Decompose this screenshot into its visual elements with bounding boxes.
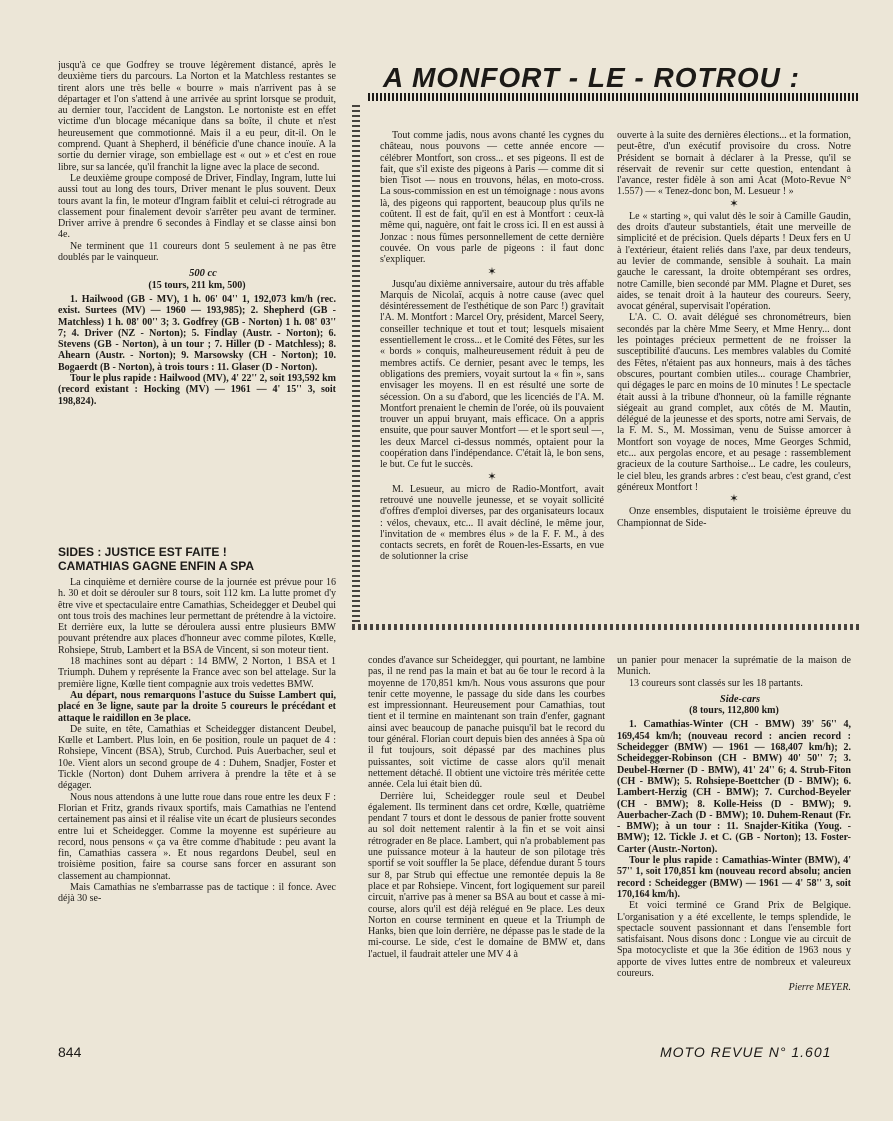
sidecar-heading: Side-cars <box>719 693 761 705</box>
paragraph: Onze ensembles, disputaient le troisième épreuve du Championnat de Side- <box>617 506 851 529</box>
column-gp-500 <box>58 60 336 585</box>
author-signature: Pierre MEYER. <box>788 982 851 994</box>
paragraph: Au départ, nous remarquons l'astuce du Suisse Lambert qui, placé en 3e ligne, saute par la droite 5 coureurs le précédant et attaque le raidillon en 3e place. <box>58 689 336 724</box>
paragraph: L'A. C. O. avait délégué ses chronométreurs, bien secondés par la chère Mme Seery, et Mme Henry... dont les pointages précieux permettent de ne froisser la susceptibilité d'aucuns. Les membres valables du Comité des Fêtes, n'étaient pas aux honneurs, mais à des tâches obscures, pourtant combien utiles... courage Chambrier, qui dégages le parc en moins de 10 minutes ! Le spectacle était aussi à la tribune d'honneur, où la famille régnante siégeait au grand complet, aux côtés de M. Mautin, délégué de la jeunesse et des sports, notre ami Servais, de la F. M. S., M. Mossiman, venu de Suisse amorcer à Montfort son voyage de noces, Mme Georges Schmid, etc... aux pergolas encore, et au pesage : rassemblement gracieux de la couture Sarthoise... Le cadre, les couleurs, le ciel bleu, les grands arbres : c'est beau, c'est grand, c'est généreux Montfort ! <box>617 312 851 493</box>
paragraph: 13 coureurs sont classés sur les 18 partants. <box>629 677 803 689</box>
magazine-issue: MOTO REVUE N° 1.601 <box>660 1044 832 1060</box>
page-number: 844 <box>58 1044 82 1060</box>
paragraph: M. Lesueur, au micro de Radio-Montfort, avait retrouvé une nouvelle jeunesse, et se voyait sollicité d'offres d'emploi diverses, par des organisateurs locaux : vélos, chevaux, etc... Il avait décliné, le même jour, l'invitation de « membres élus » de la F. F. M., à des contacts secrets, en forêt de Rouen-les-Essarts, en vue de solutionner la crise <box>380 483 604 563</box>
column-montfort-1 <box>380 130 604 570</box>
paragraph: Et voici terminé ce Grand Prix de Belgique. L'organisation y a été excellente, le temps splendide, le spectacle souvent passionnant et dans l'ensemble fort satisfaisant. Nous disons donc : Longue vie au circuit de Spa motocycliste et que la 36e édition de 1963 nous y apporte de vives luttes entre de nombreux et valeureux coureurs. <box>617 900 851 980</box>
paragraph: La cinquième et dernière course de la journée est prévue pour 16 h. 30 et doit se dérouler sur 8 tours, soit 112 km. La lutte promet d'y être vive et spectaculaire entre Camathias, Scheidegger et Deubel qui ont tous trois des machines leur permettant de prétendre à la victoire. Et derrière eux, la lutte se déroulera aussi entre plusieurs BMW pouvant prétendre aux places d'honneur avec comme pilotes, Kœlle, Rohsiepe, Strub, Lambert et la BSA de Vincent, si son moteur tient. <box>58 577 336 656</box>
frame-border-horizontal <box>352 624 862 630</box>
sidecar-results-list: 1. Camathias-Winter (CH - BMW) 39' 56'' 4, 169,454 km/h; (nouveau record : ancien record : Scheidegger (BMW) — 1961 — 168,407 km/h); 2. Scheidegger-Robinson (CH - BMW) 40' 50'' 7; 3. Deubel-Hœrner (D - BMW), 41' 24'' 6; 4. Strub-Fiton (CH - BMW); 5. Rohsiepe-Boettcher (D - BMW); 6. Lambert-Herzig (CH - BMW); 7. Curchod-Beyeler (CH - BMW); 8. Kolle-Heiss (D - BMW); 9. Auerbacher-Zach (D - BMW); 10. Duhem-Renaut (Fr. - BMW); à un tour : 11. Snajder-Kitika (Youg. - BMW); 12. Tickle J. et C. (GB - Norton); 13. Foster-Carter (Austr.-Norton). <box>617 719 851 855</box>
column-sidecar-results <box>617 655 851 1035</box>
column-montfort-2 <box>617 130 851 590</box>
star-separator-icon: ✶ <box>487 265 497 278</box>
results-500-fastest-lap: Tour le plus rapide : Hailwood (MV), 4' 22'' 2, soit 193,592 km (record existant : Hocking (MV) — 1961 — 4' 15'' 3, soit 198,824). <box>58 373 336 407</box>
title-hatch-rule <box>368 93 858 101</box>
sides-heading-1: SIDES : JUSTICE EST FAITE ! <box>58 545 227 559</box>
results-500-list: 1. Hailwood (GB - MV), 1 h. 06' 04'' 1, 192,073 km/h (rec. exist. Surtees (MV) — 1960 — 193,985); 2. Shepherd (GB - Matchless) 1 h. 08' 00'' 3; 3. Godfrey (GB - Norton) 1 h. 08' 03'' 7; 4. Driver (NZ - Norton); 5. Findlay (Austr. - Norton); 6. Stevens (GB - Norton), à un tour ; 7. Hiller (D - Matchless); 8. Ahearn (Austr. - Norton); 9. Marsowsky (CH - Norton); 10. Bogaerdt (B - Norton), à trois tours : 11. Glaser (D - Norton). <box>58 293 336 373</box>
paragraph: jusqu'à ce que Godfrey se trouve légèrement distancé, après le deuxième tiers du parcours. La Norton et la Matchless restantes se tirent alors une très belle « bourre » mais n'arrivent pas à se départager et l'on s'attend à une arrivée au sprint lorsque se produit, au dernier tour, l'accident de Langston. Le nortoniste est en effet victime d'un blocage mécanique dans sa boîte, il chute et n'est heureusement que commotionné. Mais il a eu peur, dit-il. On le comprend. Quant à Shepherd, il bénéficie d'une chance inouïe. A la sortie du dernier virage, son embiellage est « out » et c'est en roue libre, sur sa lancée, qu'il franchit la ligne avec la place de second. <box>58 60 336 173</box>
paragraph: Nous nous attendons à une lutte roue dans roue entre les deux F : Florian et Fritz, grands rivaux sportifs, mais Camathias ne l'entend certainement pas ainsi et il réalise vite un écart de plusieurs secondes entre lui et Scheidegger. Comme la moyenne est supérieure au record, nous pensons « ça va être comme d'habitude : peu avant la fin, Camathias cassera ». Et nous regardons Deubel, seul en troisième position, faire sa course sans forcer en assurant son classement au championnat. <box>58 791 336 882</box>
paragraph: Le deuxième groupe composé de Driver, Findlay, Ingram, lutte lui aussi tout au long des tours, Driver menant le plus souvent. Deux tours avant la fin, le moteur d'Ingram faiblit et celui-ci rétrograde au classement pour finalement devoir s'arrêter peu avant de terminer. Driver arrive à prendre 6 secondes à Findlay et se classe ainsi bon 4e. <box>58 172 336 241</box>
results-500-heading: 500 cc <box>189 268 217 280</box>
paragraph: condes d'avance sur Scheidegger, qui pourtant, ne lambine pas, il ne rend pas la main et bat au 6e tour le record à la moyenne de 170,851 km/h. Nous vous assurons que pour tenir cette moyenne, le passage du side dans les courbes est impressionnant. Heureusement pour Camathias, tout tient et il termine en maintenant son train d'enfer, gagnant ainsi avec beaucoup de panache puisqu'il bat le record du tour général. Florian court depuis bien des années à Spa où il fut toujours, soit dépassé par des machines plus puissantes, soit victime de casse alors qu'il menait nettement détaché. Il obtient une victoire très méritée cette année. Cela lui était bien dû. <box>368 655 605 791</box>
paragraph: De suite, en tête, Camathias et Scheidegger distancent Deubel, Kœlle et Lambert. Plus loin, en 6e position, roule un paquet de 4 : Rohsiepe, Vincent (BSA), Strub, Curchod. Puis Auerbacher, seul et 10e. Vient alors un second groupe de 4 : Duhem, Snadjer, Foster et Tickle (Norton) dont Duhem arrivera à prendre la tête et à se dégager. <box>58 723 336 792</box>
paragraph: Jusqu'au dixième anniversaire, autour du très affable Marquis de Nicolaï, acquis à notre cause (avec quel désintéressement de l'esthétique de son Parc !) gravitait l'A. M. Montfort : Marcel Ory, président, Marcel Seery, conseiller technique et tout et tout; lesquels misaient essentiellement le cross... et le Comité des Fêtes, sur les « bords » conquis, malheureusement réduit à peu de membres actifs. Ce dernier, pesant avec le temps, les obligations des premiers, voyait surtout la « fin », sans envisager les moyens. Il en est résulté une sorte de sécession. On a su d'abord, que les licenciés de l'A. M. Montfort prenaient le chemin de l'orée, où ils pouvaient trouver un appui bruyant, mais efficace. On a appris ensuite, que pour sauver Montfort — et le sport seul —, les deux Marcel ci-dessus nommés, optaient pour la coopération dans l'indépendance. C'était là, le bon sens, le but. Ce fut le succès. <box>380 278 604 471</box>
paragraph: Le « starting », qui valut dès le soir à Camille Gaudin, des droits d'auteur substantiels, était une merveille de simplicité et de précision. Quels départs ! Deux fers en U à l'extérieur, étaient reliés dans l'axe, par deux tendeurs, au levier de commande, sensible à souhait. La main gauche le caressant, la droite obtempérant ses ordres, notre Camille, bien secondé par MM. Plagne et Duret, ses aides, se tenait droit à la hauteur des coureurs. Seery, avocat général, supervisait l'opération. <box>617 210 851 313</box>
paragraph: un panier pour menacer la suprématie de la maison de Munich. <box>617 655 851 678</box>
paragraph: Tout comme jadis, nous avons chanté les cygnes du château, nous pouvons — cette année encore — célébrer Montfort, son cross... et ses pigeons. Il est de fait, que s'il existe des pigeons à Paris — comme dit si bien Tisot — nous en trouvons, hélas, en moto-cross. La sous-commission en est un témoignage : nous avons là, des pigeons qui rapportent, beaucoup plus qu'ils ne coûtent. Il est de fait, qu'il en est à Montfort : ceux-là même qui, naguère, ont fait le cross ici. Il en est aussi à Jonzac : nous fûmes personnellement de cette dernière couvée. On vous parle de pigeons : il faut donc s'expliquer. <box>380 130 604 266</box>
sides-heading-2: CAMATHIAS GAGNE ENFIN A SPA <box>58 559 255 573</box>
sidecar-subheading: (8 tours, 112,800 km) <box>689 705 779 717</box>
column-sides-continued <box>368 655 605 1035</box>
paragraph: Mais Camathias ne s'embarrasse pas de tactique : il fonce. Avec déjà 30 se- <box>58 882 336 905</box>
results-500-subheading: (15 tours, 211 km, 500) <box>148 279 246 291</box>
frame-border-vertical <box>352 105 360 625</box>
article-title: A MONFORT - LE - ROTROU : <box>383 62 800 93</box>
paragraph: Ne terminent que 11 coureurs dont 5 seulement à ne pas être doublés par le vainqueur. <box>58 240 336 264</box>
star-separator-icon: ✶ <box>487 470 497 483</box>
star-separator-icon: ✶ <box>729 197 739 210</box>
paragraph: 18 machines sont au départ : 14 BMW, 2 Norton, 1 BSA et 1 Triumph. Duhem y représente la France avec son bel attelage. Sur la première ligne, Kœlle tient compagnie aux trois vedettes BMW. <box>58 656 336 690</box>
sidecar-fastest-lap: Tour le plus rapide : Camathias-Winter (BMW), 4' 57'' 1, soit 170,851 km (nouveau record absolu; ancien record : Scheidegger (BMW) — 1961 — 4' 58'' 3, soit 170,164 km/h). <box>617 855 851 900</box>
star-separator-icon: ✶ <box>729 493 739 506</box>
paragraph: Derrière lui, Scheidegger roule seul et Deubel également. Ils terminent dans cet ordre, Kœlle, quatrième pendant 7 tours et dont le dessous de panier frotte souvent au sol doit nettement ralentir à la fin et se voit ainsi rétrograder en 8e place. Lambert, qui n'a probablement pas une puissance moteur à la hauteur de son pilotage très sportif se voit souffler la 5e place, défendue durant 5 tours sur 8, par Strub qui effectue une remontée depuis la 8e place et par Rohsiepe. Vincent, fort logiquement sur pareil circuit, n'arrive pas à mener sa BSA au bout et casse à mi-course, alors qu'il est déjà relégué en 9e place. Les deux Norton en course terminent en queue et la Triumph de Hanks, bien que loin derrière, ne dépasse pas le stade de la mi-course. Le side, c'est le domaine de BMW et, dans l'actuel, il faudrait atteler une MV 4 à <box>368 790 605 960</box>
column-sides <box>58 545 336 1035</box>
paragraph: ouverte à la suite des dernières élections... et la formation, peut-être, d'un exécutif provisoire du cross. Notre Président se bornait à déclarer à la Presse, qu'il se réservait de revenir sur cette question, entendant à l'avance, rester fidèle à son ami Acat (Moto-Revue N° 1.557) — « Tenez-donc bon, M. Lesueur ! » <box>617 130 851 198</box>
